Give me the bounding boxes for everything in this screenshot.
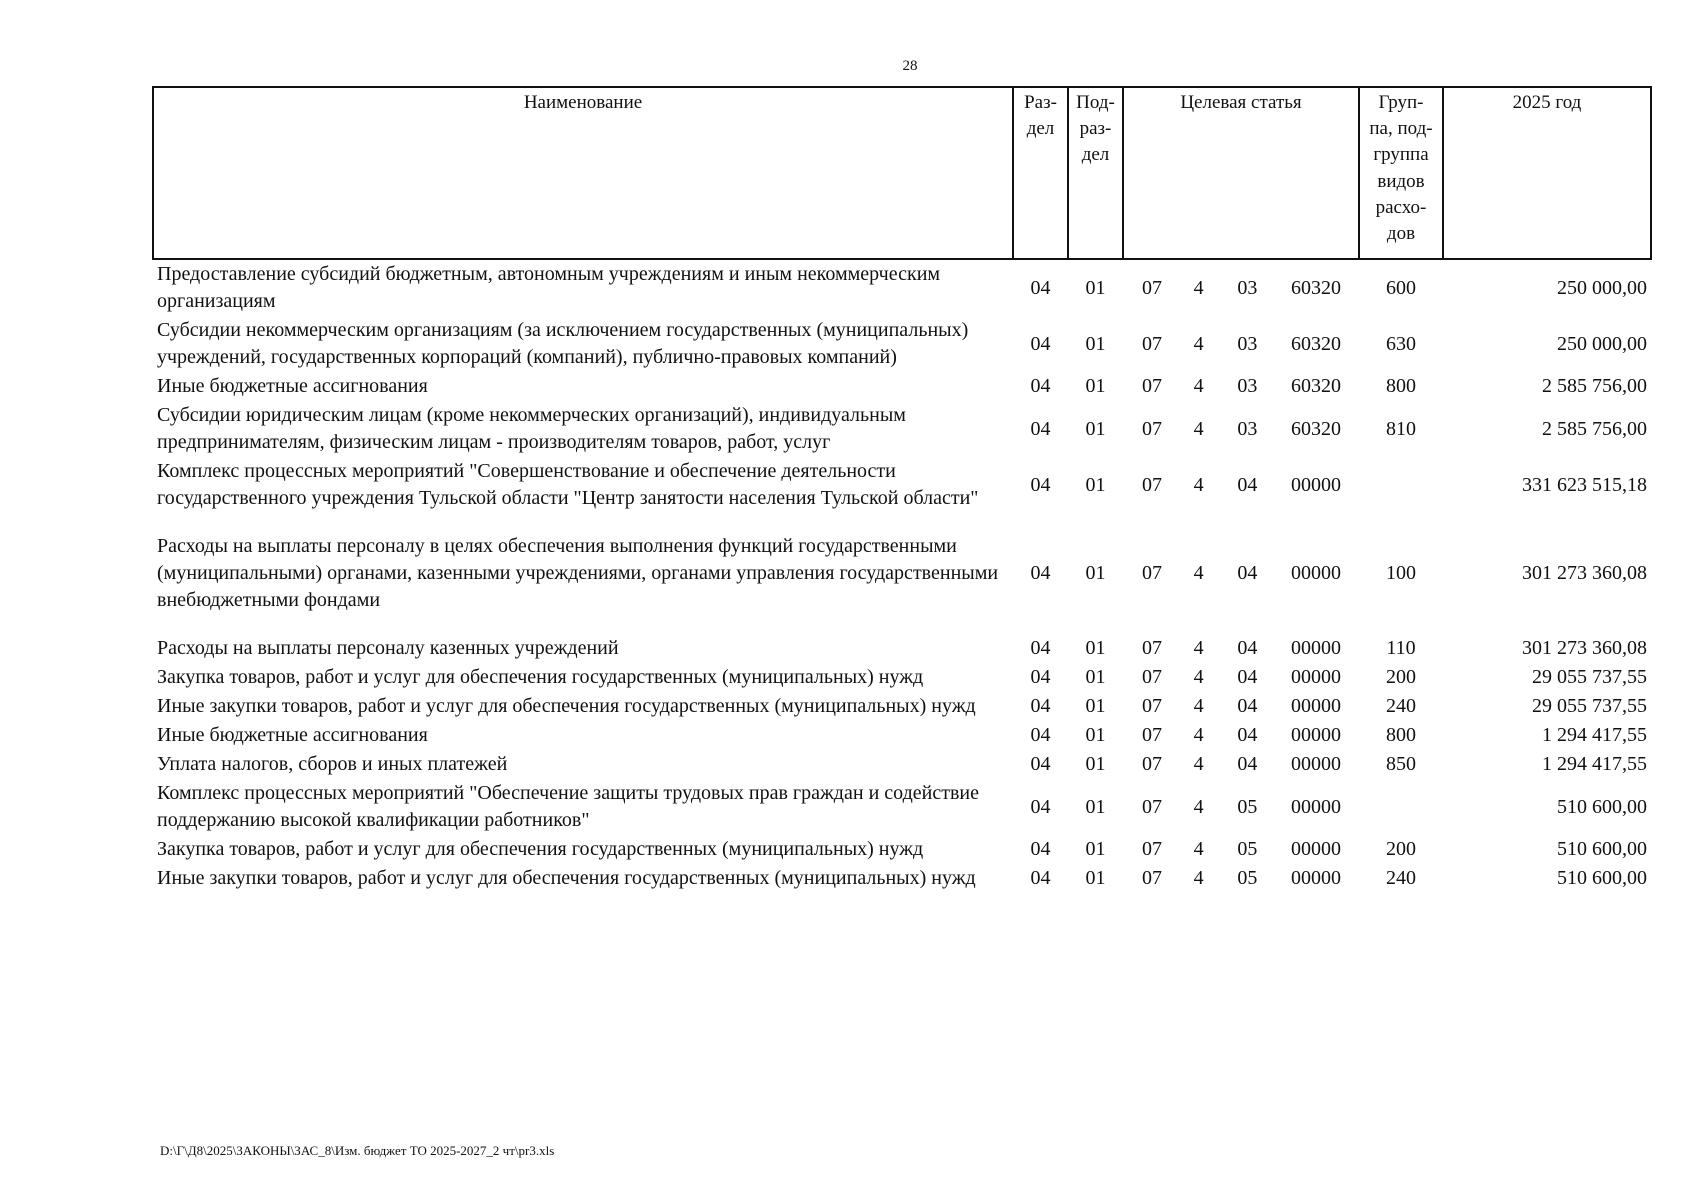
- page-number: 28: [902, 58, 918, 74]
- row-amount: 250 000,00: [1557, 332, 1647, 355]
- row-podrazdel: 01: [1085, 838, 1106, 860]
- target-direction: 60320: [1290, 375, 1341, 397]
- target-program: 07: [1142, 695, 1162, 717]
- row-group: [1359, 779, 1443, 835]
- header-group-line: группа: [1373, 144, 1429, 166]
- table-row: [153, 259, 1651, 316]
- row-group: 800: [1386, 724, 1416, 746]
- target-direction: 00000: [1290, 838, 1341, 860]
- row-name: Комплекс процессных мероприятий "Совершенствование и обеспечение деятельности государственного учреждения Тульской области "Центр занятости населения Тульской области": [157, 460, 979, 509]
- row-razdel: 04: [1030, 666, 1051, 688]
- row-podrazdel: 01: [1085, 332, 1106, 355]
- row-podrazdel: 01: [1085, 276, 1106, 299]
- header-podrazdel-line: дел: [1081, 144, 1110, 166]
- row-podrazdel: 01: [1085, 795, 1106, 818]
- row-amount: 29 055 737,55: [1532, 666, 1647, 688]
- target-complex: 05: [1237, 838, 1258, 860]
- target-type: 4: [1193, 276, 1204, 299]
- header-year: 2025 год: [1443, 87, 1651, 259]
- row-razdel: 04: [1030, 473, 1051, 496]
- row-target: [1123, 457, 1359, 532]
- target-type: 4: [1193, 838, 1204, 860]
- row-amount: 2 585 756,00: [1542, 417, 1647, 440]
- row-target: [1123, 259, 1359, 316]
- row-name: Иные бюджетные ассигнования: [157, 724, 428, 746]
- table-row: [153, 835, 1651, 864]
- row-razdel: 04: [1030, 637, 1051, 659]
- target-complex: 05: [1237, 867, 1258, 889]
- target-type: 4: [1193, 724, 1204, 746]
- row-name: Субсидии юридическим лицам (кроме некоммерческих организаций), индивидуальным предпринимателям, физическим лицам - производителям товаров, работ, услуг: [157, 404, 906, 453]
- row-podrazdel: 01: [1085, 637, 1106, 659]
- target-direction: 00000: [1290, 867, 1341, 889]
- target-type: 4: [1193, 867, 1204, 889]
- header-podrazdel-line: раз-: [1079, 118, 1112, 140]
- row-target: [1123, 316, 1359, 372]
- target-complex: 04: [1237, 724, 1258, 746]
- row-amount: 1 294 417,55: [1542, 753, 1647, 775]
- row-name: Закупка товаров, работ и услуг для обеспечения государственных (муниципальных) нужд: [157, 838, 924, 860]
- row-podrazdel: 01: [1085, 666, 1106, 688]
- target-complex: 04: [1237, 695, 1258, 717]
- row-podrazdel: 01: [1085, 695, 1106, 717]
- row-amount: 29 055 737,55: [1532, 695, 1647, 717]
- row-amount: 331 623 515,18: [1522, 473, 1647, 496]
- target-direction: 00000: [1290, 795, 1341, 818]
- row-target: [1123, 663, 1359, 692]
- target-direction: 00000: [1290, 724, 1341, 746]
- header-group-line: Груп-: [1378, 92, 1424, 113]
- header-group-line: видов: [1377, 170, 1425, 192]
- target-program: 07: [1142, 867, 1162, 889]
- target-complex: 03: [1237, 332, 1258, 355]
- row-amount: 510 600,00: [1557, 838, 1647, 860]
- target-program: 07: [1142, 666, 1162, 688]
- target-program: 07: [1142, 753, 1162, 775]
- row-amount: 510 600,00: [1557, 795, 1647, 818]
- table-row: [153, 721, 1651, 750]
- target-complex: 03: [1237, 375, 1258, 397]
- row-podrazdel: 01: [1085, 375, 1106, 397]
- row-target: [1123, 401, 1359, 457]
- target-complex: 04: [1237, 562, 1258, 584]
- row-razdel: 04: [1030, 753, 1051, 775]
- row-amount: 1 294 417,55: [1542, 724, 1647, 746]
- file-path-footer: D:\Г\Д8\2025\ЗАКОНЫ\ЗАС_8\Изм. бюджет ТО 2025-2027_2 чт\pr3.xls: [160, 1143, 555, 1158]
- table-row: [153, 401, 1651, 457]
- row-amount: 301 273 360,08: [1522, 562, 1647, 584]
- row-target: [1123, 835, 1359, 864]
- target-type: 4: [1193, 375, 1204, 397]
- row-razdel: 04: [1030, 332, 1051, 355]
- row-group: 200: [1386, 838, 1416, 860]
- header-target: Целевая статья: [1123, 87, 1359, 259]
- target-program: 07: [1142, 838, 1162, 860]
- row-razdel: 04: [1030, 795, 1051, 818]
- row-target: [1123, 692, 1359, 721]
- table-row: [153, 750, 1651, 779]
- row-target: [1123, 779, 1359, 835]
- target-complex: 04: [1237, 637, 1258, 659]
- row-razdel: 04: [1030, 417, 1051, 440]
- target-direction: 00000: [1290, 695, 1341, 717]
- header-razdel-line: Раз-: [1024, 92, 1057, 113]
- table-row: [153, 457, 1651, 532]
- row-podrazdel: 01: [1085, 753, 1106, 775]
- target-type: 4: [1193, 666, 1204, 688]
- row-razdel: 04: [1030, 724, 1051, 746]
- target-program: 07: [1142, 375, 1162, 397]
- row-group: 600: [1386, 276, 1416, 299]
- target-direction: 60320: [1290, 276, 1341, 299]
- row-group: 110: [1386, 637, 1416, 659]
- row-group: 100: [1386, 562, 1416, 584]
- header-podrazdel: [1068, 87, 1123, 259]
- row-podrazdel: 01: [1085, 562, 1106, 584]
- header-group-line: дов: [1386, 223, 1416, 245]
- row-target: [1123, 721, 1359, 750]
- row-name: Закупка товаров, работ и услуг для обеспечения государственных (муниципальных) нужд: [157, 666, 924, 688]
- target-type: 4: [1193, 795, 1204, 818]
- target-program: 07: [1142, 724, 1162, 746]
- row-amount: 301 273 360,08: [1522, 637, 1647, 659]
- row-name: Расходы на выплаты персоналу казенных учреждений: [157, 637, 619, 659]
- row-name: Иные закупки товаров, работ и услуг для обеспечения государственных (муниципальных) нужд: [157, 867, 976, 889]
- table-header-row: [153, 87, 1651, 259]
- row-target: [1123, 532, 1359, 634]
- target-program: 07: [1142, 562, 1162, 584]
- table-row: [153, 864, 1651, 893]
- row-razdel: 04: [1030, 276, 1051, 299]
- header-group: [1359, 87, 1443, 259]
- row-group: 200: [1386, 666, 1416, 688]
- target-direction: 00000: [1290, 473, 1341, 496]
- row-group: 850: [1386, 753, 1416, 775]
- target-program: 07: [1142, 473, 1162, 496]
- row-razdel: 04: [1030, 375, 1051, 397]
- row-group: 630: [1386, 332, 1416, 355]
- row-amount: 510 600,00: [1557, 867, 1647, 889]
- row-name: Предоставление субсидий бюджетным, автономным учреждениям и иным некоммерческим организациям: [157, 263, 941, 312]
- row-razdel: 04: [1030, 838, 1051, 860]
- target-complex: 04: [1237, 753, 1258, 775]
- row-target: [1123, 372, 1359, 401]
- header-name: Наименование: [153, 87, 1013, 259]
- target-program: 07: [1142, 637, 1162, 659]
- row-amount: 2 585 756,00: [1542, 375, 1647, 397]
- row-name: Субсидии некоммерческим организациям (за исключением государственных (муниципальных) учреждений, государственных корпораций (компаний), публично-правовых компаний): [157, 319, 969, 368]
- target-program: 07: [1142, 332, 1162, 355]
- row-target: [1123, 634, 1359, 663]
- row-razdel: 04: [1030, 695, 1051, 717]
- row-target: [1123, 750, 1359, 779]
- row-name: Уплата налогов, сборов и иных платежей: [157, 753, 508, 775]
- target-program: 07: [1142, 795, 1162, 818]
- target-complex: 03: [1237, 276, 1258, 299]
- row-amount: 250 000,00: [1557, 276, 1647, 299]
- row-podrazdel: 01: [1085, 867, 1106, 889]
- target-type: 4: [1193, 753, 1204, 775]
- target-direction: 00000: [1290, 753, 1341, 775]
- target-complex: 03: [1237, 417, 1258, 440]
- target-complex: 04: [1237, 473, 1258, 496]
- target-complex: 04: [1237, 666, 1258, 688]
- header-group-line: расхо-: [1375, 196, 1427, 218]
- target-direction: 00000: [1290, 562, 1341, 584]
- row-target: [1123, 864, 1359, 893]
- target-complex: 05: [1237, 795, 1258, 818]
- target-program: 07: [1142, 417, 1162, 440]
- target-type: 4: [1193, 562, 1204, 584]
- row-name: Расходы на выплаты персоналу в целях обеспечения выполнения функций государственными (муниципальными) органами, казенными учреждениями, органами управления государственными внебюджетными фондами: [157, 535, 999, 611]
- row-name: Иные бюджетные ассигнования: [157, 375, 428, 397]
- table-row: [153, 634, 1651, 663]
- header-podrazdel-line: Под-: [1076, 92, 1115, 113]
- target-type: 4: [1193, 695, 1204, 717]
- budget-table: [152, 86, 1652, 893]
- table-row: [153, 372, 1651, 401]
- row-razdel: 04: [1030, 562, 1051, 584]
- target-program: 07: [1142, 276, 1162, 299]
- row-group: 240: [1386, 695, 1416, 717]
- row-name: Комплекс процессных мероприятий "Обеспечение защиты трудовых прав граждан и содействие поддержанию высокой квалификации работников": [157, 782, 979, 831]
- row-group: 810: [1386, 417, 1416, 440]
- table-row: [153, 779, 1651, 835]
- row-group: 240: [1386, 867, 1416, 889]
- target-direction: 00000: [1290, 666, 1341, 688]
- target-type: 4: [1193, 637, 1204, 659]
- header-razdel: [1013, 87, 1068, 259]
- row-podrazdel: 01: [1085, 417, 1106, 440]
- target-type: 4: [1193, 332, 1204, 355]
- table-row: [153, 532, 1651, 634]
- target-direction: 60320: [1290, 332, 1341, 355]
- row-group: 800: [1386, 375, 1416, 397]
- target-type: 4: [1193, 473, 1204, 496]
- row-podrazdel: 01: [1085, 473, 1106, 496]
- row-group: [1359, 457, 1443, 532]
- target-direction: 60320: [1290, 417, 1341, 440]
- table-row: [153, 316, 1651, 372]
- table-row: [153, 663, 1651, 692]
- table-row: [153, 692, 1651, 721]
- header-group-line: па, под-: [1369, 118, 1433, 140]
- target-type: 4: [1193, 417, 1204, 440]
- row-razdel: 04: [1030, 867, 1051, 889]
- row-name: Иные закупки товаров, работ и услуг для обеспечения государственных (муниципальных) нужд: [157, 695, 976, 717]
- row-podrazdel: 01: [1085, 724, 1106, 746]
- header-razdel-line: дел: [1026, 118, 1055, 140]
- target-direction: 00000: [1290, 637, 1341, 659]
